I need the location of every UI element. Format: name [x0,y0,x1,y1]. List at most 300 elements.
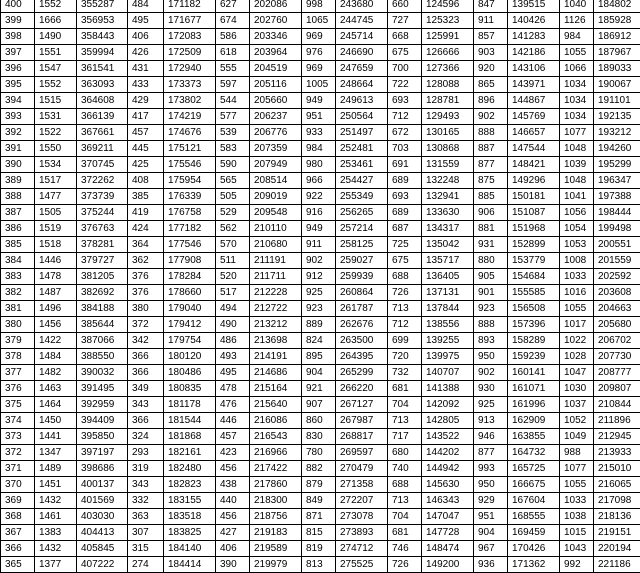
table-cell: 196347 [594,173,640,189]
table-cell: 494 [216,301,250,317]
table-cell: 184802 [594,0,640,13]
table-cell: 517 [216,285,250,301]
table-cell: 1531 [35,109,77,125]
table-cell: 376 [1,381,35,397]
table-cell: 406 [128,29,164,45]
table-cell: 202592 [594,269,640,285]
table-cell: 1065 [302,13,336,29]
table-cell: 215640 [250,397,302,413]
table-cell: 484 [128,0,164,13]
table-cell: 202760 [250,13,302,29]
table-cell: 146343 [422,493,474,509]
table-cell: 177908 [164,253,216,269]
table-cell: 703 [388,141,422,157]
table-cell: 1534 [35,157,77,173]
table-cell: 1005 [302,77,336,93]
table-row [1,125,640,141]
table-cell: 1053 [560,237,594,253]
table-cell: 125323 [422,13,474,29]
table-cell: 368 [1,509,35,525]
table-cell: 162909 [508,413,560,429]
table-cell: 137844 [422,301,474,317]
table-cell: 895 [302,349,336,365]
table-cell: 1034 [560,93,594,109]
table-cell: 213698 [250,333,302,349]
table-cell: 210110 [250,221,302,237]
table-cell: 726 [388,285,422,301]
table-cell: 183155 [164,493,216,509]
table-cell: 166675 [508,477,560,493]
table-cell: 205680 [594,317,640,333]
table-row [1,189,640,205]
table-cell: 247659 [336,61,388,77]
table-cell: 486 [216,333,250,349]
table-cell: 217860 [250,477,302,493]
table-cell: 370 [1,477,35,493]
table-cell: 248664 [336,77,388,93]
table-cell: 429 [128,93,164,109]
table-row [1,333,640,349]
table-cell: 1034 [560,109,594,125]
table-cell: 171677 [164,13,216,29]
table-cell: 1347 [35,445,77,461]
table-cell: 539 [216,125,250,141]
table-cell: 153779 [508,253,560,269]
table-cell: 213212 [250,317,302,333]
table-cell: 427 [216,525,250,541]
table-cell: 377 [1,365,35,381]
table-row [1,381,640,397]
table-cell: 380 [128,301,164,317]
table-cell: 847 [474,0,508,13]
table-cell: 395 [1,77,35,93]
table-cell: 1015 [560,525,594,541]
table-cell: 149200 [422,557,474,573]
table-cell: 190067 [594,77,640,93]
table-cell: 148474 [422,541,474,557]
table-cell: 216086 [250,413,302,429]
table-cell: 688 [388,269,422,285]
table-cell: 181868 [164,429,216,445]
table-cell: 393 [1,109,35,125]
table-cell: 171362 [508,557,560,573]
table-cell: 375 [1,397,35,413]
table-cell: 186912 [594,29,640,45]
table-cell: 1049 [560,429,594,445]
table-cell: 1552 [35,0,77,13]
table-cell: 456 [216,461,250,477]
table-cell: 138556 [422,317,474,333]
table-cell: 378 [1,349,35,365]
table-cell: 1547 [35,61,77,77]
table-cell: 366 [1,541,35,557]
table-row [1,477,640,493]
table-cell: 865 [474,77,508,93]
table-cell: 179040 [164,301,216,317]
table-cell: 243680 [336,0,388,13]
table-cell: 249613 [336,93,388,109]
table-cell: 173373 [164,77,216,93]
table-cell: 253461 [336,157,388,173]
table-cell: 264395 [336,349,388,365]
table-cell: 133630 [422,205,474,221]
table-cell: 130868 [422,141,474,157]
table-cell: 403030 [77,509,128,525]
table-cell: 374 [1,413,35,429]
table-cell: 920 [474,61,508,77]
table-cell: 911 [302,237,336,253]
table-cell: 204519 [250,61,302,77]
table-row [1,349,640,365]
table-cell: 405845 [77,541,128,557]
table-cell: 131559 [422,157,474,173]
table-row [1,0,640,13]
table-row [1,301,640,317]
table-cell: 375244 [77,205,128,221]
table-cell: 687 [388,221,422,237]
table-cell: 877 [474,157,508,173]
table-cell: 212228 [250,285,302,301]
table-cell: 207730 [594,349,640,365]
table-cell: 208514 [250,173,302,189]
table-cell: 404413 [77,525,128,541]
table-cell: 148421 [508,157,560,173]
table-cell: 209807 [594,381,640,397]
table-cell: 219183 [250,525,302,541]
table-cell: 154684 [508,269,560,285]
table-cell: 142186 [508,45,560,61]
table-cell: 998 [302,0,336,13]
table-cell: 1043 [560,541,594,557]
table-cell: 577 [216,109,250,125]
table-cell: 408 [128,173,164,189]
table-cell: 364608 [77,93,128,109]
table-cell: 1077 [560,461,594,477]
table-cell: 1518 [35,237,77,253]
table-cell: 380 [1,317,35,333]
table-cell: 293 [128,445,164,461]
table-cell: 913 [474,413,508,429]
table-cell: 206237 [250,109,302,125]
table-cell: 911 [474,13,508,29]
table-cell: 373739 [77,189,128,205]
table-cell: 349 [128,381,164,397]
table-row [1,29,640,45]
table-cell: 246690 [336,45,388,61]
table-cell: 1519 [35,221,77,237]
table-cell: 780 [302,445,336,461]
table-row [1,13,640,29]
table-cell: 681 [388,381,422,397]
table-row [1,45,640,61]
table-cell: 871 [302,509,336,525]
table-cell: 128781 [422,93,474,109]
table-cell: 208777 [594,365,640,381]
table-cell: 936 [474,557,508,573]
table-cell: 181178 [164,397,216,413]
table-cell: 129493 [422,109,474,125]
table-cell: 177546 [164,237,216,253]
table-cell: 966 [302,173,336,189]
table-cell: 988 [560,445,594,461]
table-cell: 175121 [164,141,216,157]
table-cell: 1463 [35,381,77,397]
table-cell: 397 [1,45,35,61]
table-cell: 590 [216,157,250,173]
table-cell: 722 [388,77,422,93]
table-row [1,77,640,93]
table-cell: 175954 [164,173,216,189]
table-cell: 356953 [77,13,128,29]
table-cell: 916 [302,205,336,221]
table-cell: 197388 [594,189,640,205]
table-row [1,109,640,125]
table-cell: 218756 [250,509,302,525]
table-cell: 142092 [422,397,474,413]
table-cell: 396 [1,61,35,77]
table-cell: 215164 [250,381,302,397]
table-cell: 373 [1,429,35,445]
table-cell: 177182 [164,221,216,237]
table-cell: 906 [474,205,508,221]
table-cell: 385644 [77,317,128,333]
table-cell: 457 [216,429,250,445]
table-cell: 1066 [560,61,594,77]
table-cell: 1048 [560,173,594,189]
table-cell: 720 [388,349,422,365]
table-cell: 181544 [164,413,216,429]
table-cell: 1047 [560,365,594,381]
table-cell: 921 [302,381,336,397]
table-cell: 172509 [164,45,216,61]
table-cell: 923 [302,301,336,317]
table-cell: 174676 [164,125,216,141]
table-cell: 984 [302,141,336,157]
table-cell: 660 [388,0,422,13]
table-cell: 219589 [250,541,302,557]
table-cell: 319 [128,461,164,477]
table-cell: 398686 [77,461,128,477]
table-cell: 391 [1,141,35,157]
table-cell: 860 [302,413,336,429]
table-cell: 902 [474,109,508,125]
table-cell: 1552 [35,77,77,93]
table-cell: 1490 [35,29,77,45]
table-cell: 379 [1,333,35,349]
table-cell: 139975 [422,349,474,365]
table-cell: 1551 [35,45,77,61]
table-cell: 1008 [560,253,594,269]
table-cell: 387066 [77,333,128,349]
table-cell: 713 [388,413,422,429]
table-cell: 1038 [560,509,594,525]
table-cell: 362 [128,253,164,269]
table-cell: 371 [1,461,35,477]
table-cell: 216065 [594,477,640,493]
table-cell: 903 [474,45,508,61]
table-cell: 401569 [77,493,128,509]
table-row [1,237,640,253]
table-cell: 815 [302,525,336,541]
table-cell: 271358 [336,477,388,493]
table-cell: 141283 [508,29,560,45]
table-cell: 902 [474,365,508,381]
table-cell: 904 [474,525,508,541]
table-cell: 857 [474,29,508,45]
table-cell: 165725 [508,461,560,477]
table-cell: 366 [128,365,164,381]
table-cell: 259027 [336,253,388,269]
table-cell: 1522 [35,125,77,141]
table-cell: 272207 [336,493,388,509]
table-cell: 951 [474,509,508,525]
table-cell: 184140 [164,541,216,557]
table-cell: 691 [388,157,422,173]
table-cell: 262676 [336,317,388,333]
table-cell: 212722 [250,301,302,317]
table-cell: 206702 [594,333,640,349]
table-row [1,397,640,413]
table-cell: 946 [474,429,508,445]
table-cell: 200551 [594,237,640,253]
table-cell: 202086 [250,0,302,13]
table-cell: 438 [216,477,250,493]
table-cell: 922 [302,189,336,205]
table-cell: 555 [216,61,250,77]
table-cell: 476 [216,397,250,413]
table-cell: 174219 [164,109,216,125]
table-cell: 259939 [336,269,388,285]
table-row [1,461,640,477]
table-cell: 207359 [250,141,302,157]
table-cell: 417 [128,109,164,125]
table-cell: 385 [1,237,35,253]
table-cell: 967 [474,541,508,557]
table-cell: 176339 [164,189,216,205]
table-cell: 387 [1,205,35,221]
table-cell: 143522 [422,429,474,445]
table-cell: 1052 [560,413,594,429]
table-cell: 992 [560,557,594,573]
table-cell: 219151 [594,525,640,541]
table-cell: 618 [216,45,250,61]
table-cell: 950 [474,477,508,493]
table-cell: 675 [388,45,422,61]
table-cell: 689 [388,205,422,221]
table-cell: 1461 [35,509,77,525]
table-cell: 969 [302,61,336,77]
table-cell: 1034 [560,77,594,93]
table-cell: 395850 [77,429,128,445]
table-cell: 1451 [35,477,77,493]
table-cell: 586 [216,29,250,45]
table-cell: 668 [388,29,422,45]
table-cell: 1515 [35,93,77,109]
table-row [1,525,640,541]
table-cell: 1464 [35,397,77,413]
table-row [1,493,640,509]
table-cell: 583 [216,141,250,157]
table-cell: 366139 [77,109,128,125]
table-cell: 384188 [77,301,128,317]
table-cell: 1432 [35,541,77,557]
table-cell: 888 [474,125,508,141]
table-cell: 1126 [560,13,594,29]
table-cell: 1022 [560,333,594,349]
table-cell: 949 [302,221,336,237]
table-cell: 382 [1,285,35,301]
table-cell: 260864 [336,285,388,301]
table-cell: 907 [302,397,336,413]
table-row [1,93,640,109]
table-row [1,221,640,237]
table-cell: 261787 [336,301,388,317]
table-cell: 544 [216,93,250,109]
table-cell: 406 [216,541,250,557]
table-cell: 218300 [250,493,302,509]
table-cell: 203608 [594,285,640,301]
table-cell: 713 [388,301,422,317]
table-cell: 877 [474,445,508,461]
table-cell: 364 [128,237,164,253]
table-cell: 372262 [77,173,128,189]
table-cell: 307 [128,525,164,541]
table-cell: 156508 [508,301,560,317]
table-cell: 255349 [336,189,388,205]
table-cell: 390032 [77,365,128,381]
table-cell: 149296 [508,173,560,189]
table-cell: 433 [128,77,164,93]
table-cell: 159239 [508,349,560,365]
table-cell: 570 [216,237,250,253]
table-cell: 495 [128,13,164,29]
table-cell: 969 [302,29,336,45]
table-cell: 379727 [77,253,128,269]
table-cell: 419 [128,205,164,221]
table-cell: 274 [128,557,164,573]
table-cell: 343 [128,397,164,413]
table-cell: 173802 [164,93,216,109]
table-cell: 689 [388,173,422,189]
table-cell: 267987 [336,413,388,429]
table-cell: 378281 [77,237,128,253]
table-cell: 343 [128,477,164,493]
table-cell: 672 [388,125,422,141]
table-cell: 270479 [336,461,388,477]
table-cell: 382692 [77,285,128,301]
table-cell: 383 [1,269,35,285]
table-cell: 1446 [35,253,77,269]
table-cell: 211711 [250,269,302,285]
table-row [1,269,640,285]
table-cell: 457 [128,125,164,141]
table-cell: 137131 [422,285,474,301]
table-cell: 151968 [508,221,560,237]
table-cell: 172083 [164,29,216,45]
table-cell: 369 [1,493,35,509]
table-cell: 389 [1,173,35,189]
table-cell: 257214 [336,221,388,237]
table-cell: 171182 [164,0,216,13]
table-cell: 980 [302,157,336,173]
table-cell: 902 [302,253,336,269]
table-cell: 244745 [336,13,388,29]
table-cell: 185928 [594,13,640,29]
table-cell: 144942 [422,461,474,477]
table-cell: 194260 [594,141,640,157]
table-cell: 394 [1,93,35,109]
table-cell: 178660 [164,285,216,301]
